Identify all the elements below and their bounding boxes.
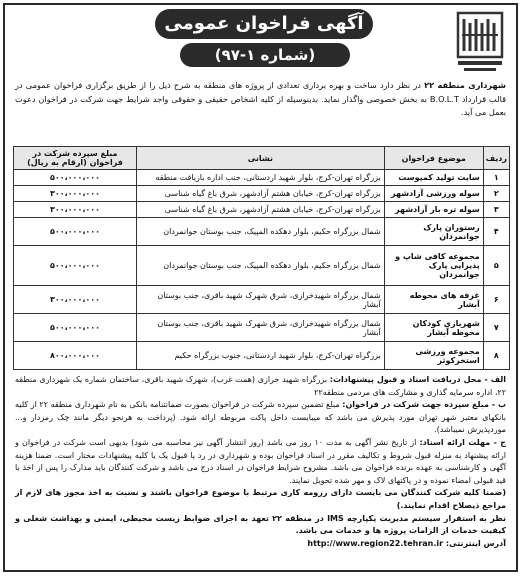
table-row	[14, 218, 510, 246]
row-amount: ۳۰۰،۰۰۰،۰۰۰	[14, 186, 137, 202]
advertisement-frame	[3, 3, 518, 572]
row-number: ۵	[483, 246, 509, 286]
note-c-label: ج - مهلت ارائه اسناد:	[419, 437, 507, 447]
row-subject: سایت تولید کمپوست	[384, 170, 483, 186]
intro-paragraph	[15, 79, 506, 141]
row-address: شمال بزرگراه حکیم، بلوار دهکده المپیک، جنب بوستان جوانمردان	[137, 218, 385, 246]
row-amount: ۳۰۰،۰۰۰،۰۰۰	[14, 286, 137, 314]
row-amount: ۵۰۰،۰۰۰،۰۰۰	[14, 218, 137, 246]
announcement-number: (شماره ۱-۹۷)	[180, 43, 350, 67]
row-number: ۳	[483, 202, 509, 218]
note-b-label: ب - مبلغ سپرده جهت شرکت در فراخوان:	[342, 400, 506, 410]
row-number: ۸	[483, 342, 509, 370]
ims-note: نظر به استقرار سیستم مدیریت یکپارچه IMS در منطقه ۲۲ تعهد به اجرای ضوابط زیست محیطی، ایمنی و بهداشت شغلی و کیفیت خدمات از الزامات پروژه ها و خدمات می باشد.	[15, 513, 506, 536]
row-number: ۱	[483, 170, 509, 186]
table-row	[14, 286, 510, 314]
conditions-section	[15, 374, 506, 566]
row-address: بزرگراه تهران-کرج، خیابان هشتم آزادشهر، شرق باغ گیاه شناسی	[137, 202, 385, 218]
col-address: نشانی	[137, 147, 385, 170]
projects-table	[13, 146, 510, 370]
table-header-row	[14, 147, 510, 170]
row-address: شمال بزرگراه شهیدخرازی، شرق شهرک شهید باقری، جنب بوستان آبشار	[137, 286, 385, 314]
row-address: بزرگراه تهران-کرج، بلوار شهید اردستانی، جنب اداره بازیافت منطقه	[137, 170, 385, 186]
requirements-note: (ضمنا کلیه شرکت کنندگان می بایست دارای رزومه کاری مرتبط با موضوع فراخوان باشند و نسبت به اخذ مجوز های لازم از مراجع ذیصلاح اقدام نمایند.)	[15, 488, 506, 510]
website-link[interactable]: http://www.region22.tehran.ir	[307, 538, 444, 548]
organization-name: شهرداری منطقه ۲۲	[424, 80, 506, 90]
note-a-label: الف - محل دریافت اسناد و قبول پیشنهادات:	[329, 375, 507, 384]
row-amount: ۵۰۰،۰۰۰،۰۰۰	[14, 170, 137, 186]
col-row: ردیف	[483, 147, 509, 170]
website-label: آدرس اینترنتی:	[445, 538, 506, 548]
row-subject: سوله تره بار آزادشهر	[384, 202, 483, 218]
col-amount: مبلغ سپرده شرکت در فراخوان (ارقام به ریال)	[14, 147, 137, 170]
row-subject: غرفه های محوطه آبشار	[384, 286, 483, 314]
row-subject: سوله ورزشی آزادشهر	[384, 186, 483, 202]
row-number: ۴	[483, 218, 509, 246]
row-amount: ۵۰۰،۰۰۰،۰۰۰	[14, 314, 137, 342]
table-row	[14, 246, 510, 286]
row-subject: رستوران پارک جوانمردان	[384, 218, 483, 246]
note-b-text: مبلغ تضمین سپرده شرکت در فراخوان بصورت ضمانتنامه بانکی به نام شهرداری منطقه ۲۲ از کلیه بانکهای معتبر شهر تهران مورد پذیرش می باشد که میبایست داخل پاکت مربوطه ارائه شود. (پرداخت به هرنحو دیگر مانند چک رمزدار و... موردپذیرش نمیباشد).	[15, 400, 506, 435]
row-address: بزرگراه تهران-کرج، خیابان هشتم آزادشهر، شرق باغ گیاه شناسی	[137, 186, 385, 202]
row-address: شمال بزرگراه شهیدخرازی، شرق شهرک شهید باقری، جنب بوستان آبشار	[137, 314, 385, 342]
row-address: شمال بزرگراه حکیم، بلوار دهکده المپیک، جنب بوستان جوانمردان	[137, 246, 385, 286]
table-row	[14, 170, 510, 186]
website-line	[15, 538, 506, 551]
row-amount: ۵۰۰،۰۰۰،۰۰۰	[14, 246, 137, 286]
row-amount: ۳۰۰،۰۰۰،۰۰۰	[14, 202, 137, 218]
table-row	[14, 314, 510, 342]
municipality-logo-icon	[452, 9, 508, 75]
table-row	[14, 186, 510, 202]
row-number: ۷	[483, 314, 509, 342]
row-number: ۲	[483, 186, 509, 202]
page-title: آگهی فراخوان عمومی	[155, 9, 373, 39]
header	[5, 5, 516, 83]
note-c-text: از تاریخ نشر آگهی به مدت ۱۰ روز می باشد (روز انتشار آگهی نیز محاسبه می شود) بدیهی است شرکت در فراخوان و ارائه پیشنهاد به منزله قبول شروط و تکالیف مقرر در اسناد فراخوان بوده و شهرداری در رد یا قبول یک یا کلیه پیشنهادات مختار است. ضمنا هزینه آگهی و کارشناسی به عهده برنده فراخوان می باشد. مشروح شرایط فراخوان در اسناد درج می باشد و شرکت کنندگان باید مدارک را پس از اخذ با قید قبولی امضاء نموده و در پاکتهای لاک و مهر شده تحویل نمایند.	[15, 437, 506, 485]
row-subject: مجموعه کافی شاپ و پذیرایی پارک جوانمردان	[384, 246, 483, 286]
note-a-text: بزرگراه شهید خرازی (همت غرب)، شهرک شهید باقری، ساختمان شماره یک شهرداری منطقه ۲۲، اداره سرمایه گذاری و مشارکت های مردمی منطقه۲۲	[15, 375, 506, 397]
note-a	[15, 374, 506, 399]
row-address: بزرگراه تهران-کرج، بلوار شهید اردستانی، جنوب بزرگراه حکیم	[137, 342, 385, 370]
col-subject: موضوع فراخوان	[384, 147, 483, 170]
intro-text: در نظر دارد ساخت و بهره برداری تعدادی از پروژه های منطقه به شرح ذیل را از طریق برگزاری فراخوان عمومی در قالب قرارداد B.O.L.T به بخش خصوصی واگذار نماید. بدینوسیله از کلیه اشخاص حقیقی و حقوقی واجد شرایط جهت شرکت در فراخوان دعوت بعمل می آید.	[15, 80, 506, 117]
table-row	[14, 202, 510, 218]
row-subject: شهربازی کودکان محوطه آبشار	[384, 314, 483, 342]
note-c	[15, 437, 506, 487]
row-subject: مجموعه ورزشی استخرکوثر	[384, 342, 483, 370]
table-row	[14, 342, 510, 370]
row-number: ۶	[483, 286, 509, 314]
row-amount: ۸۰۰،۰۰۰،۰۰۰	[14, 342, 137, 370]
note-b	[15, 399, 506, 437]
